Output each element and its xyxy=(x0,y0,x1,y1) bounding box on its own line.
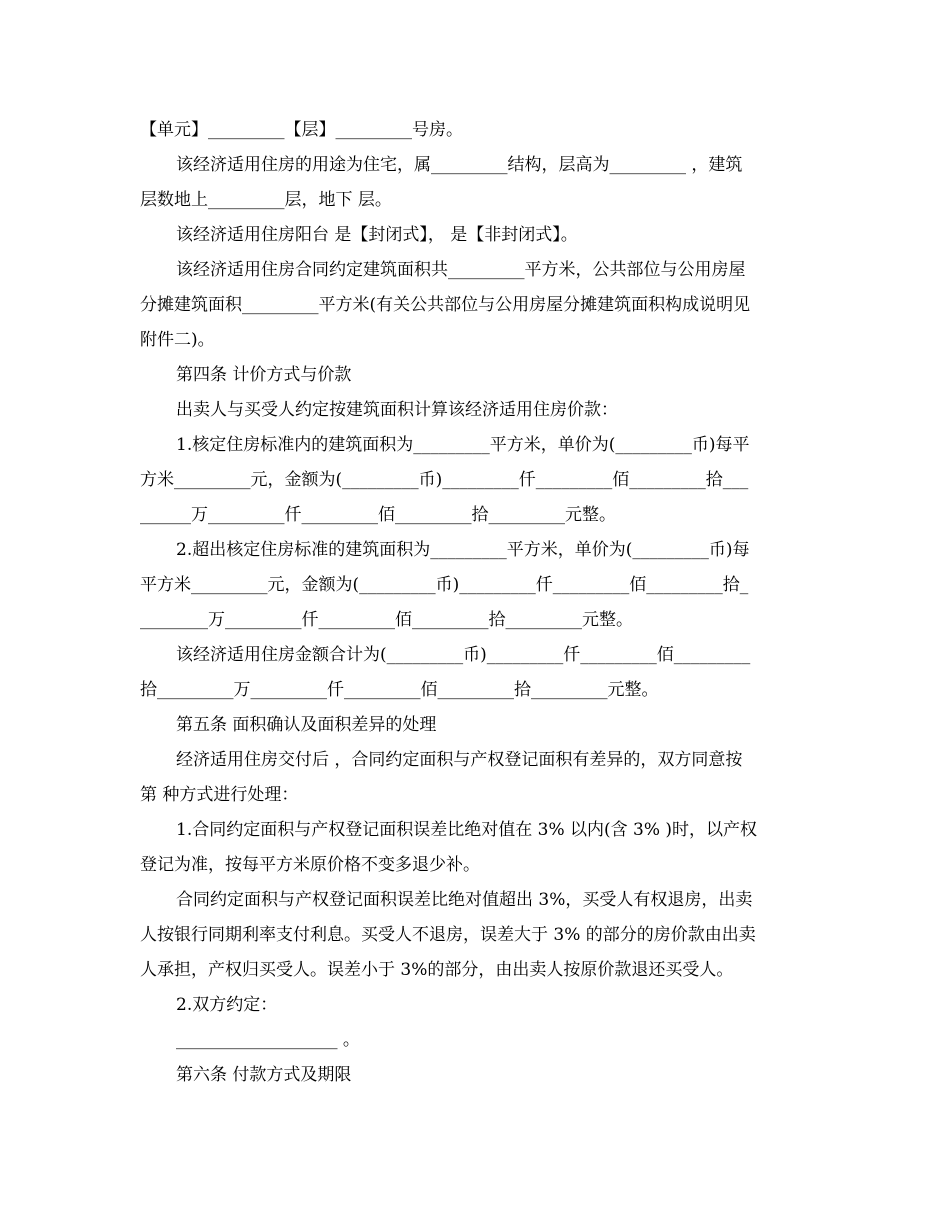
text-line: 出卖人与买受人约定按建筑面积计算该经济适用住房价款： xyxy=(176,400,618,420)
text-line: 该经济适用住房的用途为住宅，属_________结构，层高为_________ ，建筑 xyxy=(176,155,743,175)
text-line: ___________________ 。 xyxy=(176,1030,360,1050)
text-line: 人按银行同期利率支付利息。买受人不退房，误差大于 3% 的部分的房价款由出卖 xyxy=(140,925,756,945)
text-line: 经济适用住房交付后 ，合同约定面积与产权登记面积有差异的，双方同意按 xyxy=(176,750,743,770)
text-line: 人承担，产权归买受人。误差小于 3%的部分，由出卖人按原价款退还买受人。 xyxy=(140,960,734,980)
text-line: 2.双方约定： xyxy=(176,995,278,1015)
text-line: 登记为准，按每平方米原价格不变多退少补。 xyxy=(140,855,480,875)
text-line: 第 种方式进行处理： xyxy=(140,785,299,805)
text-line: 附件二)。 xyxy=(140,330,215,350)
text-line: 分摊建筑面积_________平方米(有关公共部位与公用房屋分摊建筑面积构成说明见 xyxy=(140,295,751,315)
text-line: 该经济适用住房合同约定建筑面积共_________平方米，公共部位与公用房屋 xyxy=(176,260,746,280)
text-line: 该经济适用住房金额合计为(_________币)_________仟_________佰_________ xyxy=(176,645,751,665)
text-line: 合同约定面积与产权登记面积误差比绝对值超出 3%，买受人有权退房，出卖 xyxy=(176,890,753,910)
section-heading: 第四条 计价方式与价款 xyxy=(176,365,352,385)
text-line: 1.合同约定面积与产权登记面积误差比绝对值在 3% 以内(含 3% )时，以产权 xyxy=(176,820,758,840)
text-line: 【单元】_________【层】_________号房。 xyxy=(140,120,463,140)
text-line: 2.超出核定住房标准的建筑面积为_________平方米，单价为(_________币)每 xyxy=(176,540,750,560)
section-heading: 第六条 付款方式及期限 xyxy=(176,1065,352,1085)
text-line: 平方米_________元，金额为(_________币)_________仟_________佰_________拾_ xyxy=(140,575,749,595)
text-line: 拾_________万_________仟_________佰_________拾_________元整。 xyxy=(140,680,659,700)
text-line: ________万_________仟_________佰_________拾_________元整。 xyxy=(140,610,633,630)
text-line: 层数地上_________层，地下 层。 xyxy=(140,190,392,210)
text-line: 该经济适用住房阳台 是【封闭式】， 是【非封闭式】。 xyxy=(176,225,578,245)
text-line: 1.核定住房标准内的建筑面积为_________平方米，单价为(_________币)每平 xyxy=(176,435,750,455)
text-line: ______万_________仟_________佰_________拾_________元整。 xyxy=(140,505,616,525)
text-line: 方米_________元，金额为(_________币)_________仟_________佰_________拾___ xyxy=(140,470,749,490)
section-heading: 第五条 面积确认及面积差异的处理 xyxy=(176,715,437,735)
